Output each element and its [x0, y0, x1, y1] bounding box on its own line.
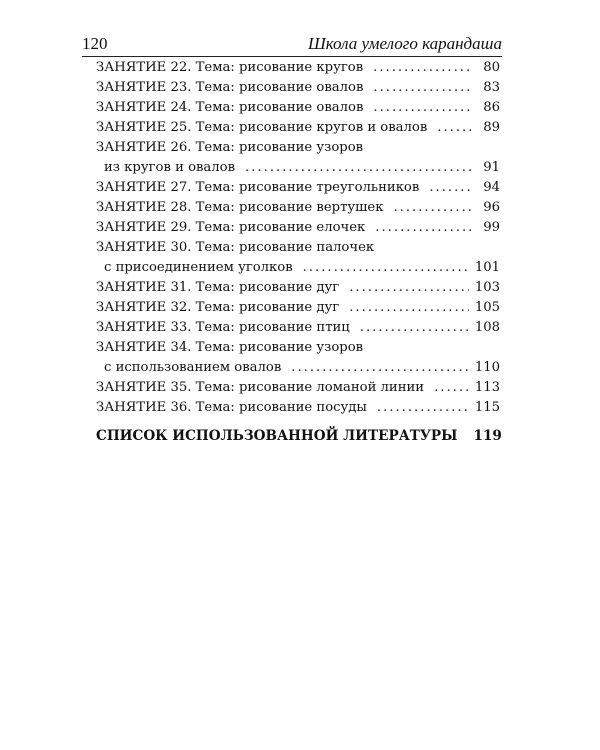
dot-leader	[393, 198, 472, 218]
toc-entry-title: ЗАНЯТИЕ 31. Тема: рисование дуг	[96, 280, 340, 295]
toc-entry	[96, 158, 500, 178]
toc-entry-title: ЗАНЯТИЕ 35. Тема: рисование ломаной линии	[96, 380, 425, 395]
toc-entry	[96, 278, 500, 298]
dot-leader	[434, 378, 469, 398]
toc-entry-continuation: из кругов и овалов	[104, 160, 236, 175]
toc-page-number: 94	[483, 180, 500, 195]
toc-entry	[96, 378, 500, 398]
toc-entry-title: ЗАНЯТИЕ 26. Тема: рисование узоров	[96, 140, 364, 155]
toc-page-number: 91	[483, 160, 500, 175]
toc-entry	[96, 398, 500, 418]
toc-page-number: 113	[474, 380, 500, 395]
toc-page-number: 101	[474, 260, 500, 275]
toc-entry	[96, 218, 500, 238]
dot-leader	[245, 158, 472, 178]
toc-entry	[96, 58, 500, 78]
dot-leader	[360, 318, 469, 338]
toc-entry-continuation: с присоединением уголков	[104, 260, 293, 275]
toc-entry	[96, 78, 500, 98]
table-of-contents	[96, 58, 500, 446]
toc-entry	[96, 298, 500, 318]
dot-leader	[291, 358, 469, 378]
toc-entry	[96, 258, 500, 278]
toc-entry-title: ЗАНЯТИЕ 25. Тема: рисование кругов и овалов	[96, 120, 428, 135]
toc-entry	[96, 318, 500, 338]
toc-page-number: 86	[483, 100, 500, 115]
toc-page-number: 89	[483, 120, 500, 135]
toc-page-number: 108	[474, 320, 500, 335]
toc-entry-title: ЗАНЯТИЕ 22. Тема: рисование кругов	[96, 60, 364, 75]
toc-entry-title: ЗАНЯТИЕ 23. Тема: рисование овалов	[96, 80, 364, 95]
toc-page-number: 99	[483, 220, 500, 235]
dot-leader	[303, 258, 469, 278]
toc-page-number: 110	[474, 360, 500, 375]
running-header	[82, 30, 502, 57]
dot-leader	[349, 278, 469, 298]
toc-entry-title: ЗАНЯТИЕ 27. Тема: рисование треугольников	[96, 180, 420, 195]
toc-page-number: 96	[483, 200, 500, 215]
toc-entry-continuation: с использованием овалов	[104, 360, 282, 375]
toc-entry-title: ЗАНЯТИЕ 24. Тема: рисование овалов	[96, 100, 364, 115]
dot-leader	[373, 78, 472, 98]
toc-entry-title: ЗАНЯТИЕ 30. Тема: рисование палочек	[96, 240, 375, 255]
toc-page-number: 83	[483, 80, 500, 95]
toc-entry	[96, 358, 500, 378]
toc-page-number: 115	[474, 400, 500, 415]
dot-leader	[373, 58, 472, 78]
toc-entry-title: ЗАНЯТИЕ 33. Тема: рисование птиц	[96, 320, 350, 335]
dot-leader	[429, 178, 472, 198]
toc-entry-title: ЗАНЯТИЕ 32. Тема: рисование дуг	[96, 300, 340, 315]
toc-page-number: 105	[474, 300, 500, 315]
toc-entry-title: ЗАНЯТИЕ 28. Тема: рисование вертушек	[96, 200, 384, 215]
toc-entry-title: ЗАНЯТИЕ 34. Тема: рисование узоров	[96, 340, 364, 355]
toc-entry	[96, 118, 500, 138]
dot-leader	[375, 218, 472, 238]
references-page-number: 119	[473, 428, 502, 444]
toc-entry-title: ЗАНЯТИЕ 29. Тема: рисование елочек	[96, 220, 366, 235]
book-title: Школа умелого карандаша	[308, 34, 502, 53]
toc-entry-title: ЗАНЯТИЕ 36. Тема: рисование посуды	[96, 400, 367, 415]
dot-leader	[373, 98, 472, 118]
toc-entry	[96, 198, 500, 218]
dot-leader	[349, 298, 469, 318]
dot-leader	[437, 118, 472, 138]
dot-leader	[377, 398, 469, 418]
toc-page-number: 80	[483, 60, 500, 75]
toc-page-number: 103	[474, 280, 500, 295]
toc-entry	[96, 98, 500, 118]
page-number: 120	[82, 34, 108, 53]
toc-entry-references	[96, 426, 500, 446]
toc-entry	[96, 178, 500, 198]
references-title: СПИСОК ИСПОЛЬЗОВАННОЙ ЛИТЕРАТУРЫ	[96, 428, 458, 444]
